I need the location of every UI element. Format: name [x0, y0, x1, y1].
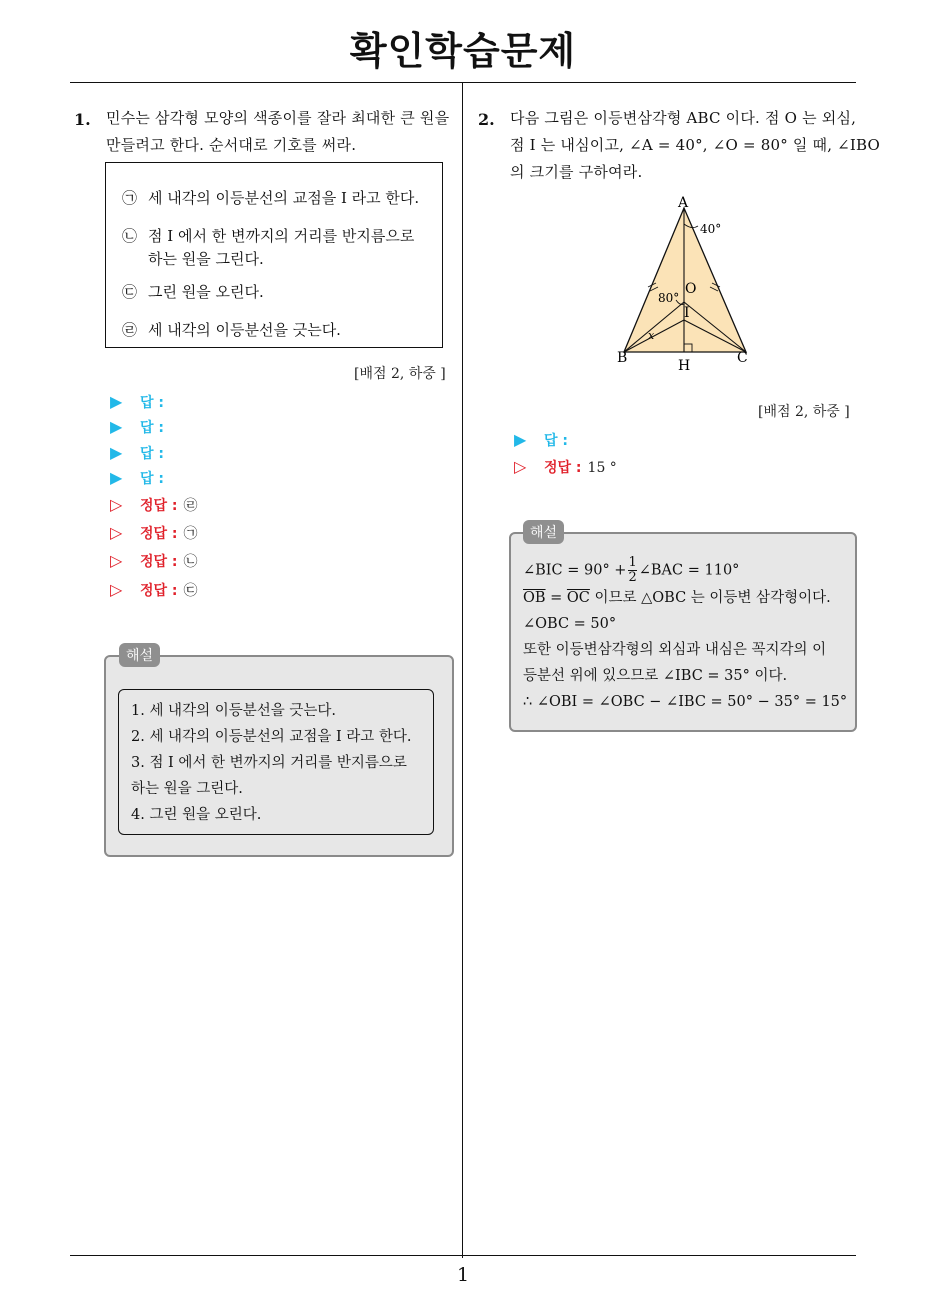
q2-solution-tag: 해설 — [523, 520, 564, 544]
answer-label: 답 : — [544, 433, 568, 449]
step-mark: ㉡ — [122, 227, 138, 245]
q1-correct-row — [110, 580, 198, 600]
solution-line: 2. 세 내각의 이등분선의 교점을 I 라고 한다. — [131, 729, 412, 745]
step-mark: ㉠ — [122, 189, 138, 207]
play-icon: ▶ — [514, 430, 527, 449]
q2-question — [510, 105, 880, 186]
correct-label: 정답 : — [140, 554, 178, 570]
column-divider — [462, 83, 463, 1258]
q1-solution-content — [118, 689, 434, 835]
solution-line: ∴ ∠OBI = ∠OBC − ∠IBC = 50° − 35° = 15° — [523, 694, 848, 710]
q1-answer-row — [110, 443, 164, 463]
label-c: C — [737, 350, 748, 366]
page-title: 확인학습문제 — [349, 29, 577, 73]
solution-text: = — [545, 590, 567, 606]
q1-question-line: 민수는 삼각형 모양의 색종이를 잘라 최대한 큰 원을 — [106, 109, 450, 127]
solution-line: 하는 원을 그린다. — [131, 781, 243, 797]
q2-meta: [배점 2, 하중 ] — [758, 404, 850, 420]
label-a: A — [678, 195, 689, 211]
q1-number: 1. — [74, 110, 91, 129]
q1-step — [122, 187, 419, 208]
q2-correct-row — [514, 457, 617, 477]
solution-line: 4. 그린 원을 오린다. — [131, 807, 262, 823]
outline-play-icon: ▷ — [110, 551, 123, 570]
q2-solution-box — [509, 532, 857, 732]
correct-label: 정답 : — [140, 526, 178, 542]
segment-ob: $\overline{OB}$ — [523, 590, 546, 606]
answer-label: 답 : — [140, 395, 164, 411]
bottom-rule — [70, 1255, 856, 1256]
solution-line: 등분선 위에 있으므로 ∠IBC = 35° 이다. — [523, 668, 788, 684]
fraction — [628, 556, 636, 585]
step-mark: ㉢ — [122, 283, 138, 301]
correct-value: 15 ° — [587, 460, 617, 476]
q1-correct-row — [110, 551, 198, 571]
solution-line: ∠OBC = 50° — [523, 616, 617, 632]
triangle-abc — [624, 208, 746, 352]
q1-correct-row — [110, 523, 198, 543]
answer-label: 답 : — [140, 471, 164, 487]
q1-meta: [배점 2, 하중 ] — [354, 366, 446, 382]
step-text: 점 I 에서 한 변까지의 거리를 반지름으로 — [148, 227, 415, 245]
q1-question — [106, 105, 449, 159]
q1-answer-row — [110, 417, 164, 437]
q2-question-line: 점 I 는 내심이고, ∠A = 40°, ∠O = 80° 일 때, ∠IBO — [510, 136, 881, 154]
q1-step — [122, 225, 414, 272]
label-angle-o: 80° — [658, 291, 680, 305]
correct-value: ㉠ — [183, 526, 198, 542]
answer-label: 답 : — [140, 446, 164, 462]
q2-question-line: 다음 그림은 이등변삼각형 ABC 이다. 점 O 는 외심, — [510, 109, 857, 127]
label-h: H — [678, 358, 691, 374]
triangle-figure — [600, 190, 770, 375]
outline-play-icon: ▷ — [110, 580, 123, 599]
play-icon: ▶ — [110, 392, 123, 411]
solution-line: 1. 세 내각의 이등분선을 긋는다. — [131, 703, 336, 719]
solution-line: 또한 이등변삼각형의 외심과 내심은 꼭지각의 이 — [523, 642, 827, 658]
step-text: 세 내각의 이등분선을 긋는다. — [148, 321, 341, 339]
q1-steps-box — [105, 162, 443, 348]
q2-solution-content — [523, 556, 847, 715]
label-angle-a: 40° — [700, 222, 722, 236]
fraction-denominator: 2 — [628, 570, 637, 585]
q1-solution-tag: 해설 — [119, 643, 160, 667]
correct-value: ㉢ — [183, 583, 198, 599]
correct-value: ㉣ — [183, 498, 198, 514]
q2-number: 2. — [478, 110, 495, 129]
step-mark: ㉣ — [122, 321, 138, 339]
correct-value: ㉡ — [183, 554, 198, 570]
top-rule — [70, 82, 856, 83]
solution-line — [523, 585, 847, 611]
correct-label: 정답 : — [140, 583, 178, 599]
segment-oc: $\overline{OC}$ — [566, 590, 590, 606]
step-text: 그린 원을 오린다. — [148, 283, 264, 301]
q1-question-line: 만들려고 한다. 순서대로 기호를 써라. — [106, 136, 357, 154]
solution-line: 3. 점 I 에서 한 변까지의 거리를 반지름으로 — [131, 755, 407, 771]
label-i: I — [684, 305, 690, 321]
play-icon: ▶ — [110, 468, 123, 487]
label-o: O — [685, 281, 697, 297]
q2-answer-row — [514, 430, 568, 450]
solution-text: 이므로 △OBC 는 이등변 삼각형이다. — [589, 590, 831, 606]
outline-play-icon: ▷ — [110, 523, 123, 542]
q1-step — [122, 319, 341, 340]
correct-label: 정답 : — [544, 460, 582, 476]
q1-step — [122, 281, 264, 302]
solution-text: ∠BIC = 90° + — [523, 562, 627, 579]
q1-answer-row — [110, 392, 164, 412]
q1-solution-box — [104, 655, 454, 857]
step-text: 하는 원을 그린다. — [148, 250, 264, 268]
label-x: x — [648, 329, 655, 342]
solution-line — [523, 556, 847, 585]
solution-text: ∠BAC = 110° — [638, 562, 740, 579]
step-text: 세 내각의 이등분선의 교점을 I 라고 한다. — [148, 189, 420, 207]
q2-question-line: 의 크기를 구하여라. — [510, 163, 643, 181]
correct-label: 정답 : — [140, 498, 178, 514]
answer-label: 답 : — [140, 420, 164, 436]
play-icon: ▶ — [110, 417, 123, 436]
page-number: 1 — [456, 1264, 470, 1286]
outline-play-icon: ▷ — [514, 457, 527, 476]
fraction-numerator: 1 — [628, 555, 637, 570]
outline-play-icon: ▷ — [110, 495, 123, 514]
q1-answer-row — [110, 468, 164, 488]
q1-correct-row — [110, 495, 198, 515]
label-b: B — [617, 350, 628, 366]
play-icon: ▶ — [110, 443, 123, 462]
